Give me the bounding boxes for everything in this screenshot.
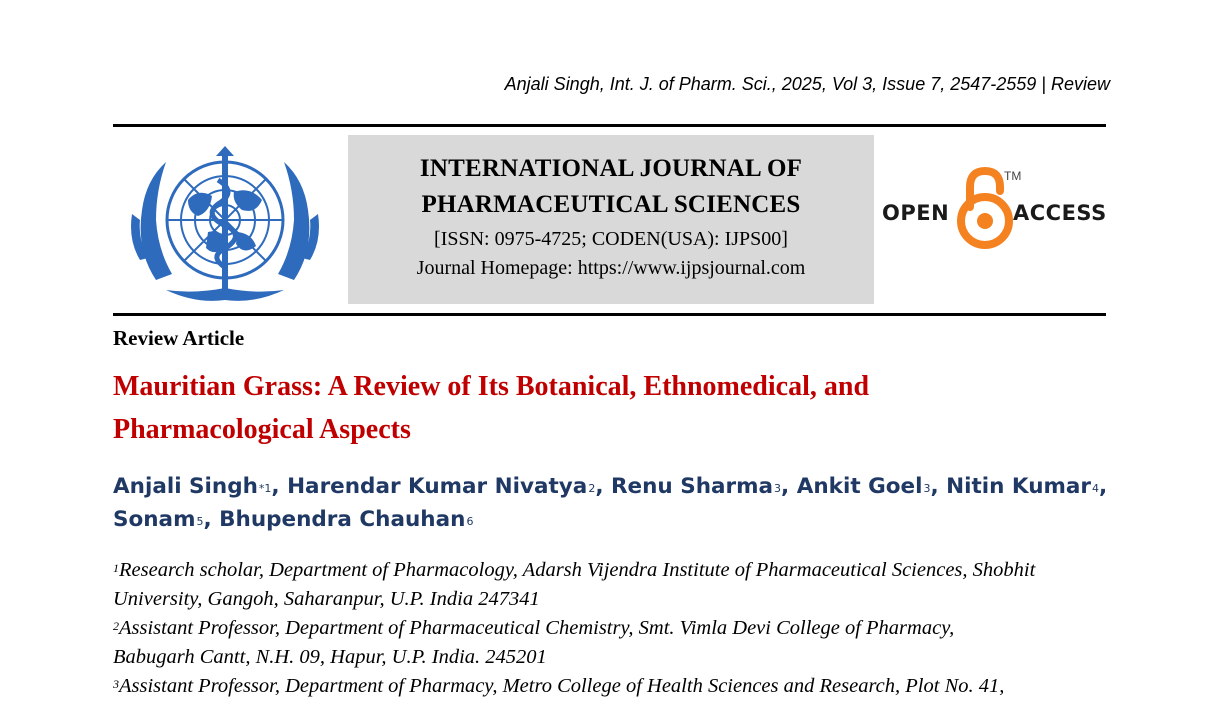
affiliation-text-line2: Babugarh Cantt, N.H. 09, Hapur, U.P. India. 245201 <box>113 646 547 668</box>
author-separator: , <box>1099 474 1108 499</box>
affiliation-text-line1: Assistant Professor, Department of Pharmaceutical Chemistry, Smt. Vimla Devi College of Pharmacy, <box>119 617 955 639</box>
article-title-line2: Pharmacological Aspects <box>113 414 411 445</box>
journal-title-line2: PHARMACEUTICAL SCIENCES <box>421 191 801 218</box>
author-separator: , <box>781 474 797 499</box>
author-separator: , <box>595 474 611 499</box>
author-affiliation-mark: 5 <box>196 515 204 528</box>
author-affiliation-mark: 2 <box>588 482 596 495</box>
affiliation-list <box>113 556 1123 701</box>
open-access-word-access: ACCESS <box>1013 201 1107 225</box>
journal-title-line1: INTERNATIONAL JOURNAL OF <box>419 155 803 182</box>
author-affiliation-mark: 4 <box>1092 482 1100 495</box>
author-name: Ankit Goel <box>796 474 923 499</box>
article-title <box>113 365 1113 451</box>
author-affiliation-mark: 3 <box>923 482 931 495</box>
author-name: Anjali Singh <box>113 474 258 499</box>
author-separator: , <box>203 507 220 532</box>
author-separator: , <box>271 474 288 499</box>
running-header-citation: Anjali Singh, Int. J. of Pharm. Sci., 2025, Vol 3, Issue 7, 2547-2559 | Review <box>504 74 1110 94</box>
author-name: Bhupendra Chauhan <box>219 507 466 532</box>
header-rule-top <box>113 124 1106 127</box>
affiliation-number: 1 <box>113 561 119 575</box>
affiliation-text-line2: University, Gangoh, Saharanpur, U.P. India 247341 <box>113 588 540 610</box>
affiliation-text-line1: Research scholar, Department of Pharmacology, Adarsh Vijendra Institute of Pharmaceutical Sciences, Shobhit <box>119 559 1036 581</box>
affiliation-number: 3 <box>113 677 119 691</box>
author-separator: , <box>930 474 947 499</box>
author-name: Nitin Kumar <box>946 474 1092 499</box>
journal-homepage: Journal Homepage: https://www.ijpsjournal.com <box>416 257 806 279</box>
affiliation-item <box>113 614 1123 643</box>
affiliation-item <box>113 556 1123 585</box>
author-affiliation-mark: 6 <box>466 515 474 528</box>
author-affiliation-mark: *1 <box>258 482 272 495</box>
author-affiliation-mark: 3 <box>774 482 782 495</box>
article-type: Review Article <box>113 326 245 350</box>
affiliation-number: 2 <box>113 619 119 633</box>
article-title-line1: Mauritian Grass: A Review of Its Botanical, Ethnomedical, and <box>113 371 870 402</box>
author-name: Harendar Kumar Nivatya <box>287 474 588 499</box>
author-name: Sonam <box>113 507 196 532</box>
author-list <box>113 470 1113 536</box>
affiliation-text-line1: Assistant Professor, Department of Pharmacy, Metro College of Health Sciences and Research, Plot No. 41, <box>119 675 1005 697</box>
header-rule-bottom <box>113 313 1106 316</box>
journal-issn: [ISSN: 0975-4725; CODEN(USA): IJPS00] <box>434 228 788 250</box>
open-access-logo <box>880 165 1108 255</box>
author-name: Renu Sharma <box>610 474 774 499</box>
trademark-mark: TM <box>1004 169 1022 183</box>
un-medical-emblem-icon <box>126 140 324 306</box>
affiliation-item <box>113 672 1123 701</box>
journal-masthead <box>348 135 874 304</box>
open-access-word-open: OPEN <box>882 201 950 225</box>
